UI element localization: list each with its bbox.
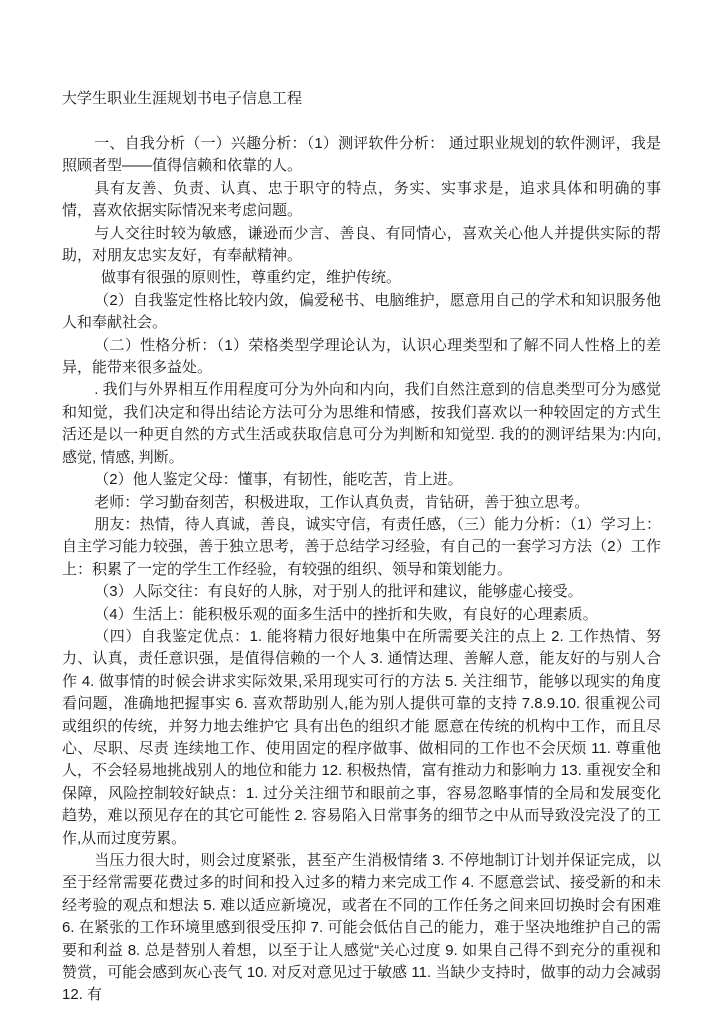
document-content [62,88,661,1007]
paragraph-11: （3）人际交往：有良好的人脉，对于别人的批评和建议，能够虚心接受。 [94,583,583,601]
paragraph-14: 当压力很大时，则会过度紧张，甚至产生消极情绪 3. 不停地制订计划并保证完成，以至于经常需要花费过多的时间和投入过多的精力来完成工作 4. 不愿意尝试、接受新的和未经考验的观点和想法 5. 难以适应新境况，或者在不同的工作任务之间来回切换时会有困难 6. 在紧张的工作环境里感到很受压抑 7. 可能会低估自己的能力，难于坚决地维护自己的需要和利益 8. 总是替别人着想，以至于让人感觉“关心过度 9. 如果自己得不到充分的重视和赞赏，可能会感到灰心丧气 10. 对反对意见过于敏感 11. 当缺少支持时，做事的动力会减弱 12. 有 [62,852,661,1004]
paragraph-7: . 我们与外界相互作用程度可分为外向和内向，我们自然注意到的信息类型可分为感觉和知觉，我们决定和得出结论方法可分为思维和情感，按我们喜欢以一种较固定的方式生活还是以一种更自然的方式生活或获取信息可分为判断和知觉型. 我的的测评结果为:内向, 感觉, 情感, 判断。 [62,381,661,466]
paragraph-10: 朋友：热情，待人真诚，善良，诚实守信，有责任感，（三）能力分析：（1）学习上：自主学习能力较强，善于独立思考，善于总结学习经验，有自己的一套学习方法（2）工作上：积累了一定的学生工作经验，有较强的组织、领导和策划能力。 [62,515,661,578]
paragraph-8: （2）他人鉴定父母：懂事，有韧性，能吃苦，肯上进。 [94,471,463,489]
paragraph-3: 与人交往时较为敏感，谦逊而少言、善良、有同情心，喜欢关心他人并提供实际的帮助，对朋友忠实友好，有奉献精神。 [62,224,661,265]
paragraph-9: 老师：学习勤奋刻苦，积极进取，工作认真负责，肯钻研，善于独立思考。 [94,493,590,511]
paragraph-1: 一、自我分析（一）兴趣分析：（1）测评软件分析： 通过职业规划的软件测评，我是照顾者型——值得信赖和依靠的人。 [62,135,661,175]
paragraph-12: （4）生活上：能积极乐观的面多生活中的挫折和失败，有良好的心理素质。 [94,605,598,623]
document-title: 大学生职业生涯规划书电子信息工程 [62,90,303,107]
paragraph-5: （2）自我鉴定性格比较内敛，偏爱秘书、电脑维护，愿意用自己的学术和知识服务他人和奉献社会。 [62,291,661,332]
paragraph-6: （二）性格分析：（1）荣格类型学理论认为，认识心理类型和了解不同人性格上的差异，能带来很多益处。 [62,336,661,377]
paragraph-13: （四）自我鉴定优点：1. 能将精力很好地集中在所需要关注的点上 2. 工作热情、努力、认真，责任意识强，是值得信赖的一个人 3. 通情达理、善解人意，能友好的与别人合作 4. 做事情的时候会讲求实际效果,采用现实可行的方法 5. 关注细节，能够以现实的角度看问题，准确地把握事实 6. 喜欢帮助别人,能为别人提供可靠的支持 7.8.9.10. 很重视公司或组织的传统，并努力地去维护它 具有出色的组织才能 愿意在传统的机构中工作，而且尽心、尽职、尽责 连续地工作、使用固定的程序做事、做相同的工作也不会厌烦 11. 尊重他人，不会轻易地挑战别人的地位和能力 12. 积极热情，富有推动力和影响力 13. 重视安全和保障，风险控制较好缺点：1. 过分关注细节和眼前之事，容易忽略事情的全局和发展变化趋势，难以预见存在的其它可能性 2. 容易陷入日常事务的细节之中从而导致没完没了的工作,从而过度劳累。 [62,627,661,847]
paragraph-2: 具有友善、负责、认真、忠于职守的特点，务实、实事求是，追求具体和明确的事情，喜欢依据实际情况来考虑问题。 [62,179,661,220]
paragraph-4: 做事有很强的原则性，尊重约定，维护传统。 [101,269,402,287]
